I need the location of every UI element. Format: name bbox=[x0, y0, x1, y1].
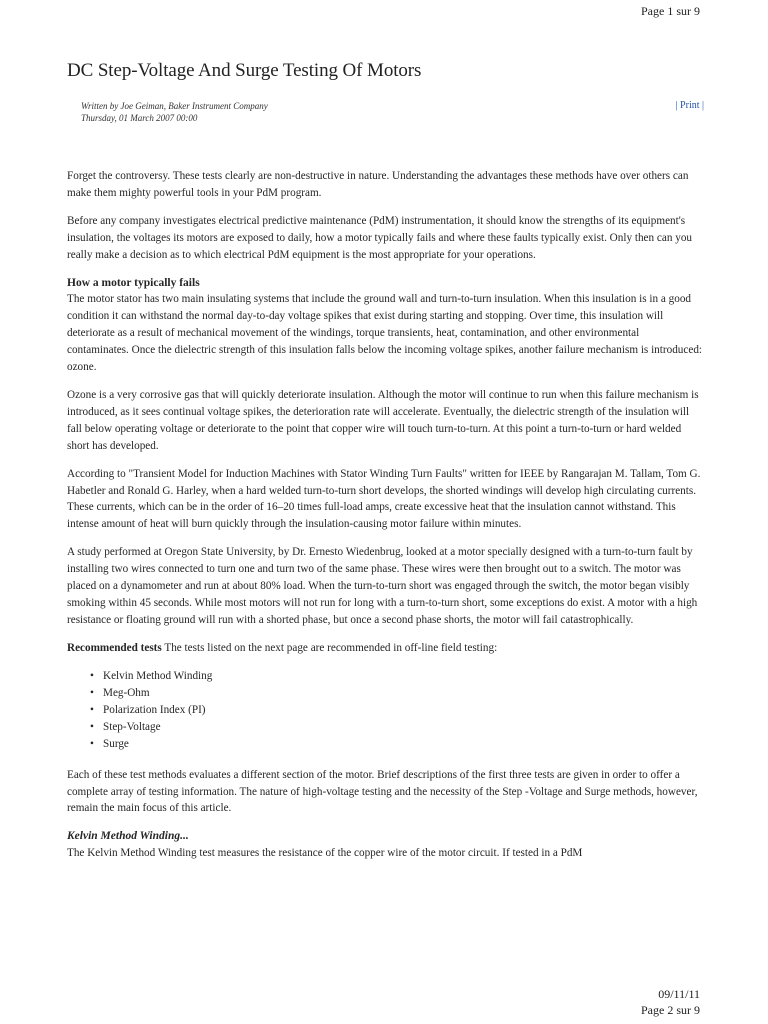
section-heading-kelvin: Kelvin Method Winding... bbox=[67, 830, 189, 843]
list-item: • Surge bbox=[103, 736, 703, 753]
article-paragraph: Each of these test methods evaluates a different section of the motor. Brief descriptions of the first three tests are given in order to offer a complete array of testing information. The nature of high-voltage testing and the necessity of the Step -Voltage and Surge methods, however, remain the main focus of this article. bbox=[67, 768, 698, 815]
article-body bbox=[67, 168, 703, 862]
article-title: DC Step-Voltage And Surge Testing Of Motors bbox=[67, 60, 422, 81]
footer-date: 09/11/11 bbox=[658, 987, 700, 1001]
article-paragraph: The Kelvin Method Winding test measures the resistance of the copper wire of the motor circuit. If tested in a PdM bbox=[67, 847, 583, 860]
page-number-top: Page 1 sur 9 bbox=[641, 4, 700, 18]
article-paragraph: The motor stator has two main insulating systems that include the ground wall and turn-to-turn insulation. When this insulation is in a good condition it can withstand the normal day-to-day voltage spikes that exist during starting and stopping. Over time, this insulation will deteriorate as a result of mechanical movement of the windings, torque transients, heat, contamination, and other environmental contaminates. Once the dielectric strength of this insulation falls below the incoming voltage spikes, another failure mechanism is introduced: ozone. bbox=[67, 293, 703, 374]
article-paragraph: According to "Transient Model for Induction Machines with Stator Winding Turn Faults" written for IEEE by Rangarajan M. Tallam, Tom G. Habetler and Ronald G. Harley, when a hard welded turn-to-turn short develops, the shorted windings will develop high circulating currents. These currents, which can be in the order of 16–20 times full-load amps, create excessive heat that the insulation cannot withstand. This intense amount of heat will burn quickly through the insulation-causing motor failure within minutes. bbox=[67, 467, 701, 531]
article-meta bbox=[81, 100, 703, 128]
recommended-tests-label: Recommended tests bbox=[67, 641, 162, 654]
print-link[interactable]: | Print | bbox=[675, 100, 704, 111]
article-container bbox=[67, 60, 703, 862]
list-item: • Meg-Ohm bbox=[103, 685, 703, 702]
article-paragraph: Before any company investigates electrical predictive maintenance (PdM) instrumentation, it should know the strengths of its equipment's insulation, the voltages its motors are exposed to daily, how a motor typically fails and where these faults typically exist. Only then can you really make a decision as to which electrical PdM equipment is the most appropriate for your operations. bbox=[67, 214, 693, 261]
article-intro: Forget the controversy. These tests clearly are non-destructive in nature. Understanding the advantages these methods have over others can make them mighty powerful tools in your PdM program. bbox=[67, 170, 689, 199]
list-item: • Kelvin Method Winding bbox=[103, 668, 703, 685]
article-author: Written by Joe Geiman, Baker Instrument Company bbox=[81, 101, 268, 111]
recommended-tests-paragraph bbox=[67, 640, 703, 657]
article-paragraph: A study performed at Oregon State University, by Dr. Ernesto Wiedenbrug, looked at a motor specially designed with a turn-to-turn fault by installing two wires connected to turn one and turn two of the same phase. These wires were then brought out to a switch. The motor was placed on a dynamometer and run at about 80% load. When the turn-to-turn short was engaged through the switch, the motor began visibly smoking within 45 seconds. While most motors will not run for long with a turn-to-turn short, some exceptions do exist. A motor with a high resistance or floating ground will run with a shorted phase, but once a second phase shorts, the motor will fail catastrophically. bbox=[67, 546, 698, 626]
list-item: • Step-Voltage bbox=[103, 719, 703, 736]
article-paragraph: Ozone is a very corrosive gas that will quickly deteriorate insulation. Although the motor will continue to run when this failure mechanism is introduced, as it sees continual voltage spikes, the deterioration rate will accelerate. Eventually, the dielectric strength of the insulation will fall below operating voltage or deteriorate to the point that copper wire will touch turn-to-turn. At this point a turn-to-turn or hard welded short has developed. bbox=[67, 388, 699, 452]
section-heading-motor-fails: How a motor typically fails bbox=[67, 276, 200, 289]
page-number-bottom: Page 2 sur 9 bbox=[641, 1003, 700, 1017]
list-item: • Polarization Index (PI) bbox=[103, 702, 703, 719]
recommended-tests-text: The tests listed on the next page are recommended in off-line field testing: bbox=[161, 641, 498, 654]
article-date: Thursday, 01 March 2007 00:00 bbox=[81, 113, 198, 123]
page-footer bbox=[641, 986, 700, 1018]
tests-list bbox=[67, 668, 703, 753]
